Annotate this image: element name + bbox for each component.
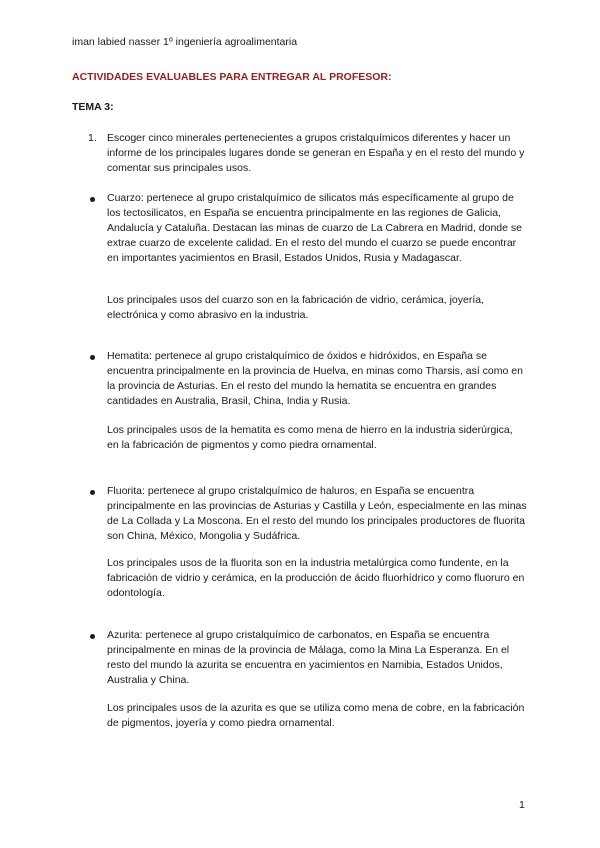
task-text: Escoger cinco minerales pertenecientes a grupos cristalquímicos diferentes y hacer un informe de los principales lugares donde se generan en España y en el resto del mundo y comentar sus principales usos. [107,132,525,174]
mineral-azurita-uses: Los principales usos de la azurita es que se utiliza como mena de cobre, en la fabricación de pigmentos, joyería y como piedra ornamental. [107,702,525,729]
page-header: iman labied nasser 1º ingeniería agroalimentaria [72,36,298,48]
bullet-icon [90,355,95,360]
mineral-fluorita-uses: Los principales usos de la fluorita son en la industria metalúrgica como fundente, en la fabricación de vidrio y cerámica, en la producción de ácido fluorhídrico y como fluoruro en odontología. [107,557,525,599]
mineral-azurita-description: Azurita: pertenece al grupo cristalquímico de carbonatos, en España se encuentra principalmente en minas de la provincia de Málaga, como la Mina La Esperanza. En el resto del mundo la azurita se encuentra en yacimientos en Namibia, Estados Unidos, Australia y China. [107,629,510,686]
document-title: ACTIVIDADES EVALUABLES PARA ENTREGAR AL PROFESOR: [72,71,392,83]
mineral-hematita-uses: Los principales usos de la hematita es como mena de hierro en la industria siderúrgica, en la fabricación de pigmentos y como piedra ornamental. [107,424,513,451]
mineral-hematita-description: Hematita: pertenece al grupo cristalquímico de óxidos e hidróxidos, en España se encuentra principalmente en la provincia de Huelva, en minas como Tharsis, así como en la provincia de Asturias. En el resto del mundo la hematita se encuentra en grandes cantidades en Australia, Brasil, China, India y Rusia. [107,350,523,407]
mineral-cuarzo-uses: Los principales usos del cuarzo son en la fabricación de vidrio, cerámica, joyería, electrónica y como abrasivo en la industria. [107,294,485,321]
page-number: 1 [519,799,525,811]
task-number: 1. [88,132,97,144]
mineral-fluorita-description: Fluorita: pertenece al grupo cristalquímico de haluros, en España se encuentra principalmente en las provincias de Asturias y Castilla y León, especialmente en las minas de La Collada y La Moscona. En el resto del mundo los principales productores de fluorita son China, México, Mongolia y Sudáfrica. [107,485,527,542]
bullet-icon [90,634,95,639]
bullet-icon [90,197,95,202]
mineral-cuarzo-description: Cuarzo: pertenece al grupo cristalquímico de silicatos más específicamente al grupo de los tectosilicatos, en España se encuentra principalmente en las regiones de Galicia, Andalucía y Cataluña. Destacan las minas de cuarzo de La Cabrera en Madrid, donde se extrae cuarzo de excelente calidad. En el resto del mundo el cuarzo se puede encontrar en importantes yacimientos en Brasil, Estados Unidos, Rusia y Madagascar. [107,192,522,264]
section-heading: TEMA 3: [72,101,114,113]
bullet-icon [90,490,95,495]
